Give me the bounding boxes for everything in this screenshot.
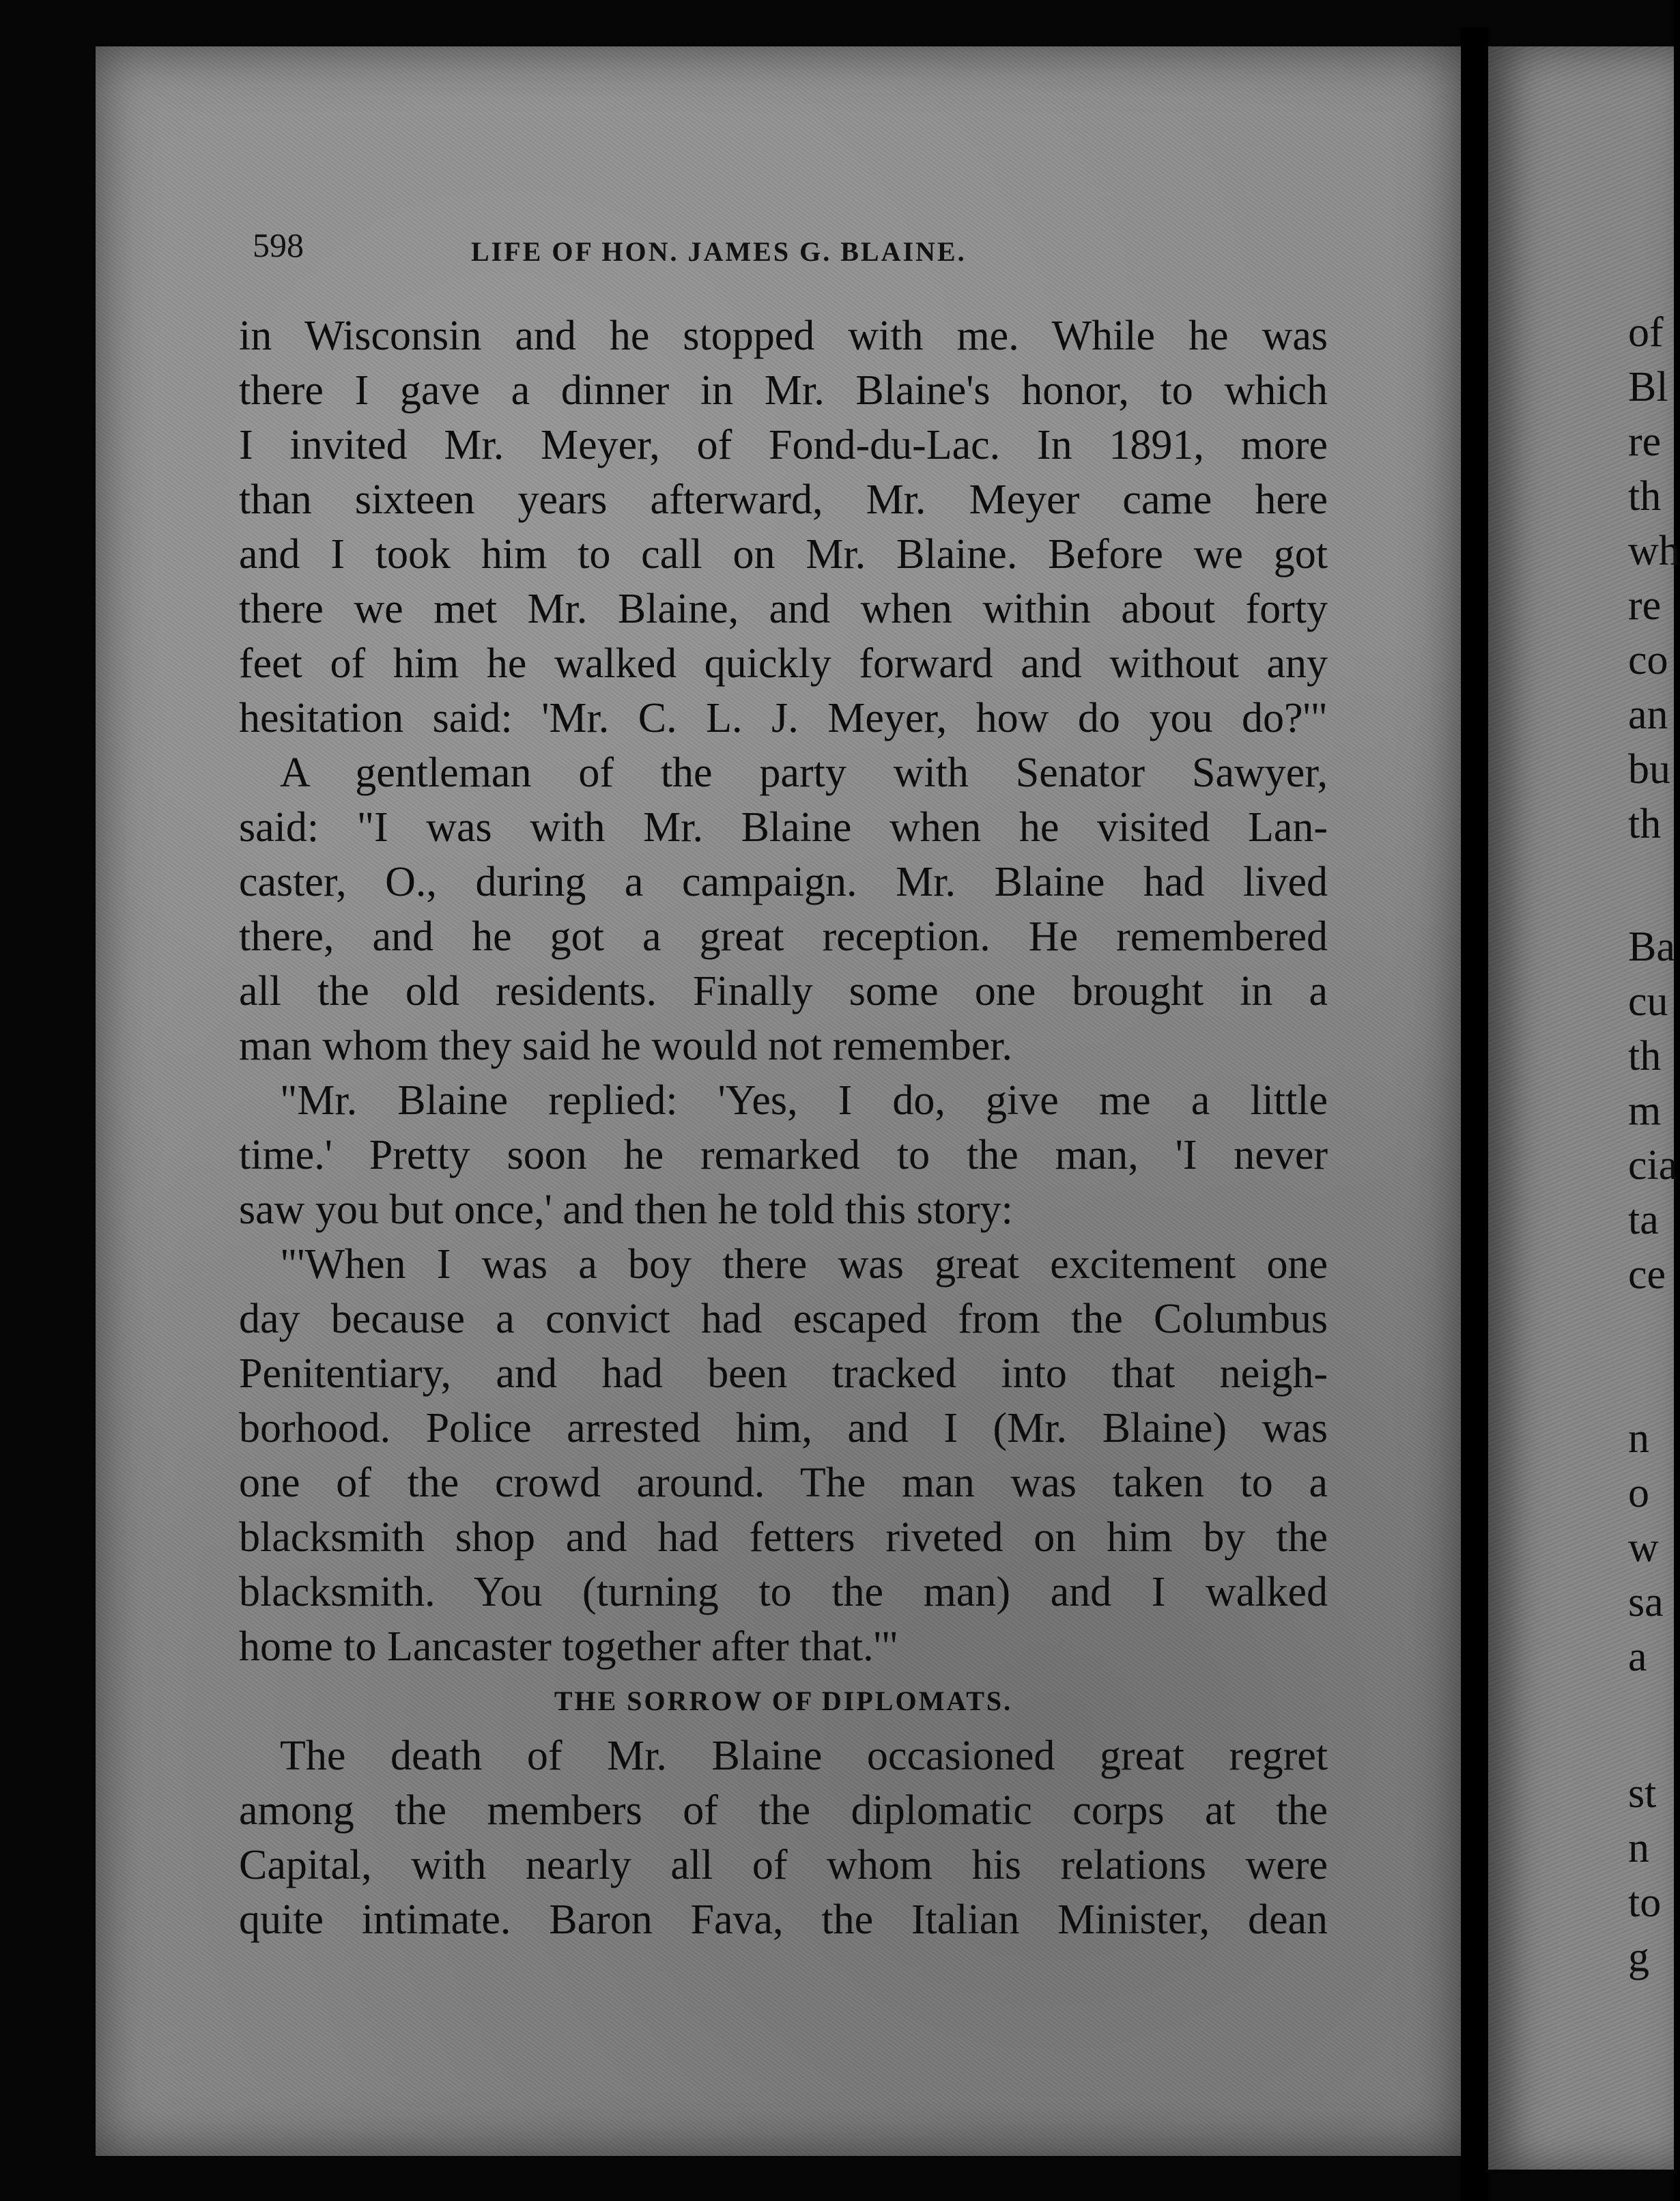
text-line: Capital, with nearly all of whom his relations were — [239, 1842, 1328, 1888]
fragment: wh — [1628, 528, 1680, 574]
text-line: there I gave a dinner in Mr. Blaine's honor, to which — [239, 367, 1328, 414]
fragment: Bl — [1628, 364, 1668, 410]
text-line: hesitation said: 'Mr. C. L. J. Meyer, how do you do?'" — [239, 695, 1328, 741]
fragment: th — [1628, 473, 1662, 520]
fragment: co — [1628, 637, 1668, 683]
fragment: cia — [1628, 1142, 1678, 1189]
text-line: there we met Mr. Blaine, and when within about forty — [239, 586, 1328, 632]
fragment: Ba — [1628, 924, 1675, 970]
text-line: all the old residents. Finally some one brought in a — [239, 968, 1328, 1014]
text-line: in Wisconsin and he stopped with me. While he was — [239, 313, 1328, 359]
fragment: m — [1628, 1088, 1662, 1134]
text-line: saw you but once,' and then he told this story: — [239, 1187, 1013, 1233]
text-line: "'When I was a boy there was great excitement one — [280, 1241, 1328, 1288]
text-line: said: "I was with Mr. Blaine when he visited Lan- — [239, 804, 1328, 851]
page-body — [239, 309, 1328, 1947]
text-line: I invited Mr. Meyer, of Fond-du-Lac. In 1891, more — [239, 422, 1328, 468]
fragment: re — [1628, 418, 1662, 465]
fragment: o — [1628, 1470, 1649, 1516]
text-line: there, and he got a great reception. He remembered — [239, 913, 1328, 960]
text-line: one of the crowd around. The man was taken to a — [239, 1460, 1328, 1506]
fragment: th — [1628, 1033, 1662, 1079]
fragment: bu — [1628, 746, 1670, 793]
paragraph-gentleman — [239, 746, 1328, 1073]
text-line: blacksmith. You (turning to the man) and I walked — [239, 1569, 1328, 1615]
text-line: "Mr. Blaine replied: 'Yes, I do, give me a little — [280, 1077, 1328, 1124]
fragment: w — [1628, 1524, 1659, 1571]
fragment: sa — [1628, 1579, 1664, 1625]
fragment: cu — [1628, 978, 1668, 1025]
fragment: of — [1628, 309, 1664, 356]
text-line: man whom they said he would not remember. — [239, 1023, 1012, 1069]
text-line: and I took him to call on Mr. Blaine. Before we got — [239, 531, 1328, 578]
section-heading: THE SORROW OF DIPLOMATS. — [554, 1686, 1013, 1716]
fragment: re — [1628, 582, 1662, 629]
text-line: day because a convict had escaped from the Columbus — [239, 1296, 1328, 1342]
text-line: borhood. Police arrested him, and I (Mr. Blaine) was — [239, 1405, 1328, 1451]
text-line: blacksmith shop and had fetters riveted on him by the — [239, 1514, 1328, 1561]
fragment: th — [1628, 801, 1662, 847]
text-line: quite intimate. Baron Fava, the Italian Minister, dean — [239, 1897, 1328, 1943]
paragraph-story — [239, 1237, 1328, 1674]
text-line: The death of Mr. Blaine occasioned great regret — [280, 1733, 1328, 1779]
text-line: among the members of the diplomatic corps at the — [239, 1787, 1328, 1834]
text-line: Penitentiary, and had been tracked into that neigh- — [239, 1350, 1328, 1397]
text-line: caster, O., during a campaign. Mr. Blaine had lived — [239, 859, 1328, 905]
paragraph-continuation — [239, 309, 1328, 746]
text-line: time.' Pretty soon he remarked to the man, 'I never — [239, 1132, 1328, 1178]
running-head: LIFE OF HON. JAMES G. BLAINE. — [471, 236, 967, 267]
fragment: ta — [1628, 1197, 1659, 1243]
fragment: n — [1628, 1415, 1649, 1462]
fragment: n — [1628, 1825, 1649, 1871]
book-gutter — [1461, 27, 1488, 2201]
text-line: feet of him he walked quickly forward and without any — [239, 640, 1328, 687]
fragment: g — [1628, 1934, 1649, 1980]
fragment: a — [1628, 1634, 1647, 1680]
paragraph-diplomats — [239, 1729, 1328, 1947]
fragment: to — [1628, 1879, 1662, 1926]
fragment: an — [1628, 692, 1668, 738]
text-line: home to Lancaster together after that.'" — [239, 1623, 899, 1670]
text-line: than sixteen years afterward, Mr. Meyer came here — [239, 477, 1328, 523]
paragraph-blaine-replied — [239, 1073, 1328, 1237]
fragment: st — [1628, 1770, 1657, 1817]
page-number: 598 — [253, 226, 304, 264]
fragment: ce — [1628, 1251, 1666, 1298]
text-line: A gentleman of the party with Senator Sawyer, — [280, 750, 1328, 796]
